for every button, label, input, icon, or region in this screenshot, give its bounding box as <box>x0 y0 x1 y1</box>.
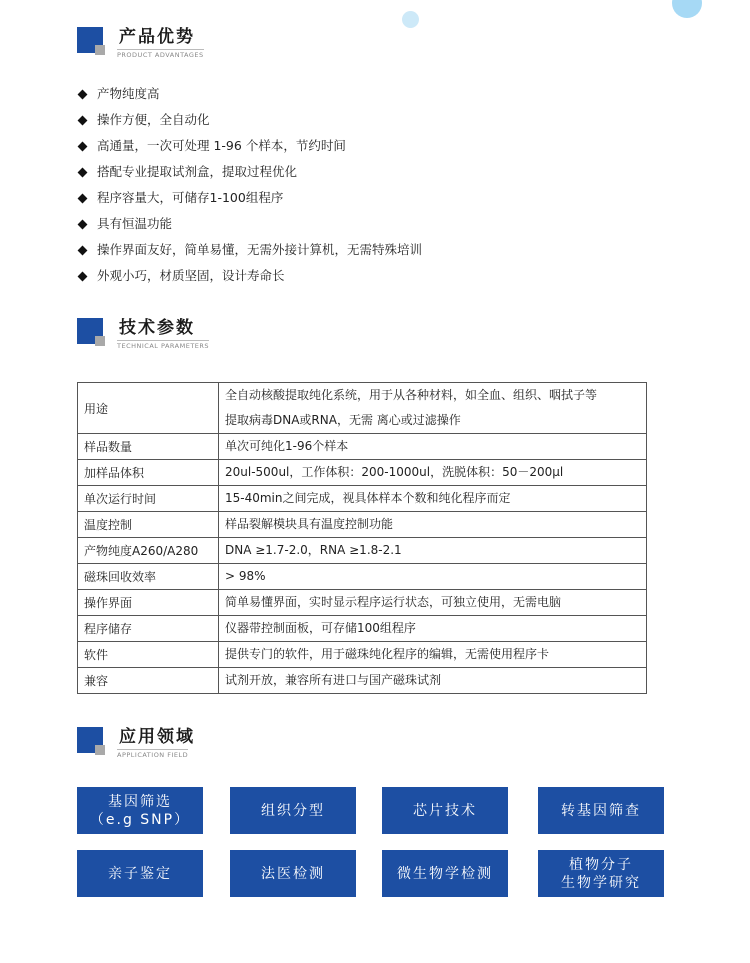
decor-bubble-large <box>672 0 702 18</box>
param-value: 简单易懂界面，实时显示程序运行状态，可独立使用，无需电脑 <box>219 590 647 616</box>
application-tile[interactable]: 组织分型 <box>230 787 356 834</box>
param-value: 全自动核酸提取纯化系统，用于从各种材料，如全血、组织、咽拭子等 提取病毒DNA或RNA，无需 离心或过滤操作 <box>219 383 647 434</box>
application-tile[interactable]: 微生物学检测 <box>382 850 508 897</box>
param-key: 软件 <box>78 642 219 668</box>
param-key: 磁珠回收效率 <box>78 564 219 590</box>
param-value: 提供专门的软件，用于磁珠纯化程序的编辑，无需使用程序卡 <box>219 642 647 668</box>
advantages-list <box>77 81 422 289</box>
diamond-bullet-icon <box>78 141 88 151</box>
param-key: 操作界面 <box>78 590 219 616</box>
diamond-bullet-icon <box>78 89 88 99</box>
table-row <box>78 590 647 616</box>
list-item: 外观小巧，材质坚固，设计寿命长 <box>77 263 422 289</box>
table-row <box>78 642 647 668</box>
table-row <box>78 616 647 642</box>
param-key: 程序储存 <box>78 616 219 642</box>
param-key: 温度控制 <box>78 512 219 538</box>
param-value: 20ul-500ul，工作体积：200-1000ul，洗脱体积：50－200μl <box>219 460 647 486</box>
application-tile[interactable]: 植物分子 生物学研究 <box>538 850 664 897</box>
list-item: 具有恒温功能 <box>77 211 422 237</box>
diamond-bullet-icon <box>78 219 88 229</box>
section-title: 技术参数 <box>119 318 195 338</box>
section-square-accent <box>95 336 105 346</box>
application-tile[interactable]: 法医检测 <box>230 850 356 897</box>
table-row <box>78 383 647 434</box>
param-value: 试剂开放，兼容所有进口与国产磁珠试剂 <box>219 668 647 694</box>
list-item: 搭配专业提取试剂盒，提取过程优化 <box>77 159 422 185</box>
section-subtitle: PRODUCT ADVANTAGES <box>117 51 204 59</box>
param-key: 单次运行时间 <box>78 486 219 512</box>
param-value: 样品裂解模块具有温度控制功能 <box>219 512 647 538</box>
list-item: 程序容量大，可储存1-100组程序 <box>77 185 422 211</box>
diamond-bullet-icon <box>78 167 88 177</box>
list-item: 操作界面友好，简单易懂，无需外接计算机，无需特殊培训 <box>77 237 422 263</box>
section-subtitle: TECHNICAL PARAMETERS <box>117 342 210 350</box>
table-row <box>78 460 647 486</box>
section-title: 产品优势 <box>119 27 195 47</box>
param-value: DNA ≥1.7-2.0，RNA ≥1.8-2.1 <box>219 538 647 564</box>
diamond-bullet-icon <box>78 245 88 255</box>
application-tile[interactable]: 转基因筛查 <box>538 787 664 834</box>
list-item: 产物纯度高 <box>77 81 422 107</box>
decor-bubble-small <box>402 11 419 28</box>
application-tile[interactable]: 基因筛选 （e.g SNP） <box>77 787 203 834</box>
application-tile[interactable]: 亲子鉴定 <box>77 850 203 897</box>
parameters-table <box>77 382 647 694</box>
list-item: 高通量，一次可处理 1-96 个样本，节约时间 <box>77 133 422 159</box>
param-key: 产物纯度A260/A280 <box>78 538 219 564</box>
section-square-accent <box>95 745 105 755</box>
param-value: > 98% <box>219 564 647 590</box>
application-tile[interactable]: 芯片技术 <box>382 787 508 834</box>
param-value: 仪器带控制面板，可存储100组程序 <box>219 616 647 642</box>
table-row <box>78 486 647 512</box>
diamond-bullet-icon <box>78 115 88 125</box>
table-row <box>78 538 647 564</box>
param-key: 加样品体积 <box>78 460 219 486</box>
param-key: 用途 <box>78 383 219 434</box>
section-square-accent <box>95 45 105 55</box>
param-value: 单次可纯化1-96个样本 <box>219 434 647 460</box>
list-item: 操作方便，全自动化 <box>77 107 422 133</box>
param-value: 15-40min之间完成，视具体样本个数和纯化程序而定 <box>219 486 647 512</box>
table-row <box>78 564 647 590</box>
diamond-bullet-icon <box>78 193 88 203</box>
table-row <box>78 668 647 694</box>
section-subtitle: APPLICATION FIELD <box>117 751 189 759</box>
param-key: 兼容 <box>78 668 219 694</box>
table-row <box>78 512 647 538</box>
param-key: 样品数量 <box>78 434 219 460</box>
diamond-bullet-icon <box>78 271 88 281</box>
table-row <box>78 434 647 460</box>
section-title: 应用领域 <box>119 727 195 747</box>
